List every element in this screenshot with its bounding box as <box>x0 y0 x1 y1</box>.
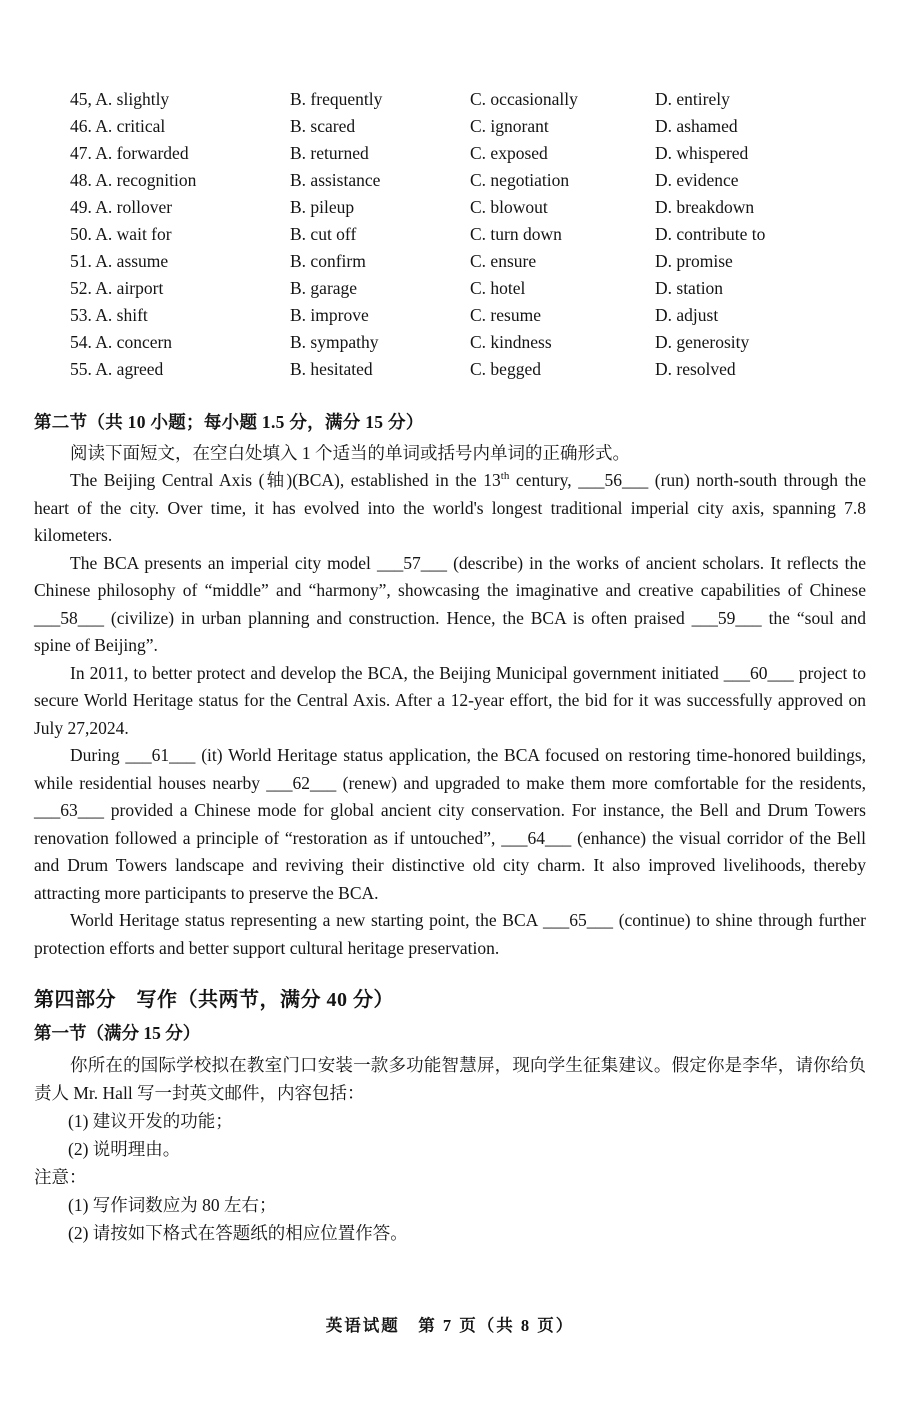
note-item-2: (2) 请按如下格式在答题纸的相应位置作答。 <box>68 1223 408 1243</box>
option-c: C. kindness <box>470 332 552 352</box>
ordinal-superscript: th <box>500 470 510 483</box>
passage-paragraph-4: During ___61___ (it) World Heritage status application, the BCA focused on restoring time-honored buildings, while residential houses nearby ___62___ (renew) and upgraded to make them more comfortable for the residents, ___63___ provided a Chinese mode for global ancient city conservation. For instance, the Bell and Drum Towers renovation followed a principle of “restoration as if untouched”, ___64___ (enhance) the visual corridor of the Bell and Drum Towers landscape and reviving their distinctive old city charm. It also improved livelihoods, thereby attracting more participants to preserve the BCA. <box>34 745 866 903</box>
option-b: B. sympathy <box>290 332 379 352</box>
paragraph-text: century, ___56___ (run) north-south through the heart of the city. Over time, it has evolved into the world's longest traditional imperial city axis, spanning 7.8 kilometers. <box>34 470 866 545</box>
option-b: B. confirm <box>290 251 366 271</box>
option-row-48 <box>70 167 866 194</box>
option-a: 49. A. rollover <box>70 197 173 217</box>
notes-label: 注意： <box>34 1167 87 1187</box>
option-b: B. pileup <box>290 197 355 217</box>
option-a: 45, A. slightly <box>70 89 170 109</box>
option-b: B. improve <box>290 305 369 325</box>
option-c: C. ensure <box>470 251 537 271</box>
option-d: D. breakdown <box>655 197 755 217</box>
passage-paragraph-5: World Heritage status representing a new starting point, the BCA ___65___ (continue) to shine through further protection efforts and better support cultural heritage preservation. <box>34 910 866 958</box>
option-a: 48. A. recognition <box>70 170 197 190</box>
option-d: D. ashamed <box>655 116 738 136</box>
option-d: D. adjust <box>655 305 719 325</box>
option-a: 54. A. concern <box>70 332 173 352</box>
option-d: D. entirely <box>655 89 730 109</box>
option-c: C. ignorant <box>470 116 549 136</box>
option-b: B. frequently <box>290 89 383 109</box>
writing-point-1: (1) 建议开发的功能； <box>68 1111 233 1131</box>
option-c: C. resume <box>470 305 541 325</box>
option-row-53 <box>70 302 866 329</box>
option-row-52 <box>70 275 866 302</box>
option-a: 52. A. airport <box>70 278 164 298</box>
option-d: D. resolved <box>655 359 736 379</box>
option-d: D. generosity <box>655 332 750 352</box>
option-c: C. negotiation <box>470 170 570 190</box>
option-d: D. contribute to <box>655 224 766 244</box>
passage-paragraph-2: The BCA presents an imperial city model ___57___ (describe) in the works of ancient scholars. It reflects the Chinese philosophy of “middle” and “harmony”, showcasing the imaginative and creative capabilities of Chinese ___58___ (civilize) in urban planning and construction. Hence, the BCA is often praised ___59___ the “soul and spine of Beijing”. <box>34 552 866 655</box>
option-c: C. blowout <box>470 197 548 217</box>
passage-paragraph-3: In 2011, to better protect and develop the BCA, the Beijing Municipal government initiated ___60___ project to secure World Heritage status for the Central Axis. After a 12-year effort, the bid for it was successfully approved on July 27,2024. <box>34 662 866 738</box>
option-b: B. scared <box>290 116 356 136</box>
option-c: C. occasionally <box>470 89 578 109</box>
option-b: B. garage <box>290 278 358 298</box>
options-table <box>70 86 866 383</box>
option-d: D. whispered <box>655 143 749 163</box>
note-item-1: (1) 写作词数应为 80 左右； <box>68 1195 277 1215</box>
option-row-45 <box>70 86 866 113</box>
part4-section1-heading: 第一节（满分 15 分） <box>34 1023 201 1043</box>
cloze-passage <box>34 467 866 962</box>
option-row-55 <box>70 356 866 383</box>
option-row-51 <box>70 248 866 275</box>
option-d: D. station <box>655 278 724 298</box>
page-footer: 英语试题 第 7 页（共 8 页） <box>325 1316 575 1335</box>
option-c: C. begged <box>470 359 541 379</box>
option-row-47 <box>70 140 866 167</box>
option-c: C. exposed <box>470 143 548 163</box>
option-a: 53. A. shift <box>70 305 148 325</box>
option-a: 55. A. agreed <box>70 359 164 379</box>
option-a: 51. A. assume <box>70 251 169 271</box>
option-row-49 <box>70 194 866 221</box>
option-a: 47. A. forwarded <box>70 143 189 163</box>
option-row-46 <box>70 113 866 140</box>
option-d: D. promise <box>655 251 733 271</box>
writing-point-2: (2) 说明理由。 <box>68 1139 181 1159</box>
option-row-50 <box>70 221 866 248</box>
option-a: 50. A. wait for <box>70 224 172 244</box>
option-b: B. hesitated <box>290 359 373 379</box>
paragraph-text: The Beijing Central Axis (轴)(BCA), established in the 13 <box>70 470 501 490</box>
option-b: B. cut off <box>290 224 357 244</box>
writing-task-description: 你所在的国际学校拟在教室门口安装一款多功能智慧屏，现向学生征集建议。假定你是李华，请你给负责人 Mr. Hall 写一封英文邮件，内容包括： <box>34 1055 866 1103</box>
option-c: C. turn down <box>470 224 562 244</box>
option-c: C. hotel <box>470 278 526 298</box>
section2-heading: 第二节（共 10 小题；每小题 1.5 分，满分 15 分） <box>34 412 424 432</box>
option-row-54 <box>70 329 866 356</box>
option-b: B. returned <box>290 143 369 163</box>
option-d: D. evidence <box>655 170 739 190</box>
option-b: B. assistance <box>290 170 381 190</box>
section2-instruction: 阅读下面短文，在空白处填入 1 个适当的单词或括号内单词的正确形式。 <box>70 443 630 463</box>
part4-heading: 第四部分 写作（共两节，满分 40 分） <box>34 989 394 1011</box>
option-a: 46. A. critical <box>70 116 166 136</box>
passage-paragraph-1 <box>34 467 866 550</box>
